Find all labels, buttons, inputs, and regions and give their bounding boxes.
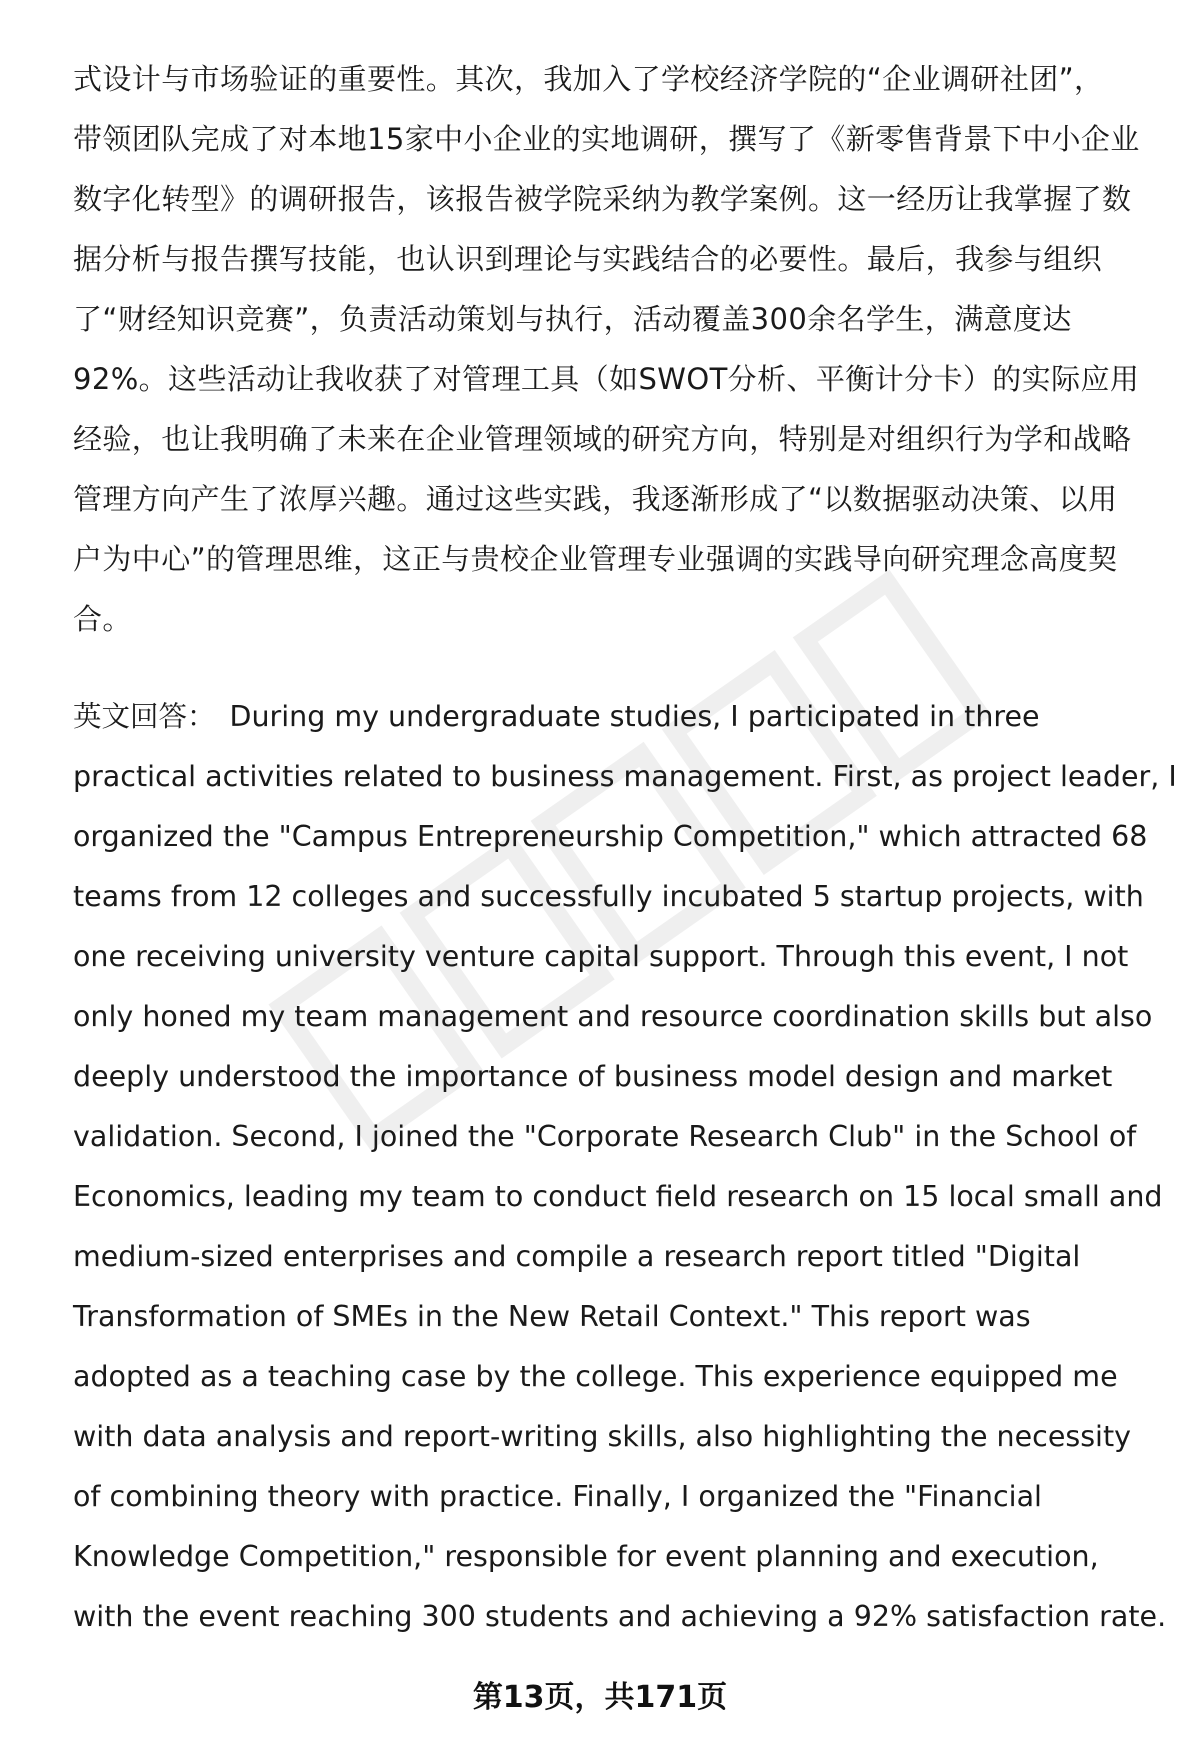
english-line: validation. Second, I joined the "Corporate Research Club" in the School of bbox=[73, 1120, 1137, 1153]
chinese-answer-paragraph bbox=[73, 49, 1158, 649]
english-line: medium-sized enterprises and compile a research report titled "Digital bbox=[73, 1240, 1081, 1273]
english-line: During my undergraduate studies, I participated in three bbox=[229, 700, 1040, 733]
english-line: Knowledge Competition," responsible for event planning and execution, bbox=[73, 1540, 1099, 1573]
chinese-line: 带领团队完成了对本地15家中小企业的实地调研，撰写了《新零售背景下中小企业 bbox=[73, 122, 1140, 156]
english-line: with the event reaching 300 students and achieving a 92% satisfaction rate. bbox=[73, 1600, 1167, 1633]
chinese-line: 式设计与市场验证的重要性。其次，我加入了学校经济学院的“企业调研社团”， bbox=[73, 62, 1104, 96]
english-line: organized the "Campus Entrepreneurship Competition," which attracted 68 bbox=[73, 820, 1148, 853]
chinese-line: 数字化转型》的调研报告，该报告被学院采纳为教学案例。这一经历让我掌握了数 bbox=[73, 182, 1132, 216]
english-answer-label: 英文回答： bbox=[73, 700, 216, 733]
english-line: only honed my team management and resource coordination skills but also bbox=[73, 1000, 1153, 1033]
chinese-line: 据分析与报告撰写技能，也认识到理论与实践结合的必要性。最后，我参与组织 bbox=[73, 242, 1103, 276]
chinese-line: 92%。这些活动让我收获了对管理工具（如SWOT分析、平衡计分卡）的实际应用 bbox=[73, 362, 1140, 396]
english-line: teams from 12 colleges and successfully incubated 5 startup projects, with bbox=[73, 880, 1144, 913]
chinese-line: 经验，也让我明确了未来在企业管理领域的研究方向，特别是对组织行为学和战略 bbox=[73, 422, 1132, 456]
english-line: of combining theory with practice. Finally, I organized the "Financial bbox=[73, 1480, 1042, 1513]
english-line: practical activities related to business management. First, as project leader, I bbox=[73, 760, 1177, 793]
chinese-line: 户为中心”的管理思维，这正与贵校企业管理专业强调的实践导向研究理念高度契 bbox=[73, 542, 1118, 576]
page-number-footer: 第13页，共171页 bbox=[472, 1680, 728, 1715]
english-line: with data analysis and report-writing skills, also highlighting the necessity bbox=[73, 1420, 1132, 1453]
english-line: one receiving university venture capital support. Through this event, I not bbox=[73, 940, 1129, 973]
english-line: adopted as a teaching case by the college. This experience equipped me bbox=[73, 1360, 1118, 1393]
english-line: Economics, leading my team to conduct field research on 15 local small and bbox=[73, 1180, 1163, 1213]
chinese-line: 管理方向产生了浓厚兴趣。通过这些实践，我逐渐形成了“以数据驱动决策、以用 bbox=[73, 482, 1118, 516]
english-answer-paragraph bbox=[73, 687, 1177, 1647]
chinese-line: 了“财经知识竞赛”，负责活动策划与执行，活动覆盖300余名学生，满意度达 bbox=[73, 302, 1072, 336]
chinese-line: 合。 bbox=[73, 602, 132, 636]
english-first-line bbox=[73, 687, 1158, 747]
english-line: Transformation of SMEs in the New Retail Context." This report was bbox=[73, 1300, 1031, 1333]
english-line: deeply understood the importance of business model design and market bbox=[73, 1060, 1113, 1093]
